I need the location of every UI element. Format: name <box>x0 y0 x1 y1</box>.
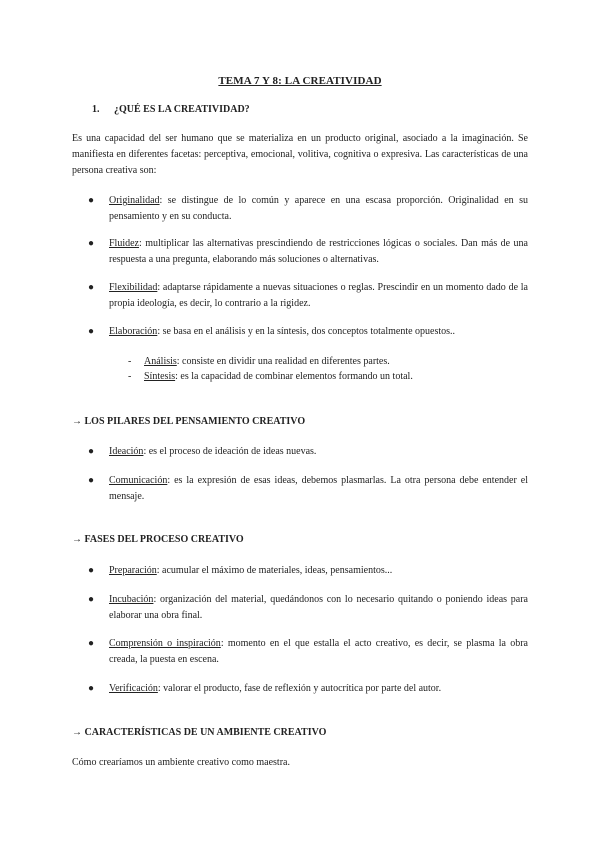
definition-text: : organización del material, quedándonos con lo necesario quitando o poniendo ideas para elaborar una obra final. <box>109 594 528 621</box>
bullet-icon: ● <box>88 475 95 486</box>
bullet-icon: ● <box>88 446 95 457</box>
definition-text: adaptarse rápidamente a nuevas situaciones o reglas. Prescindir en un momento dado de la propia ideología, es decir, lo contrario a la rigidez. <box>109 282 528 309</box>
list-item <box>88 473 528 505</box>
section-heading-pilares: → LOS PILARES DEL PENSAMIENTO CREATIVO <box>72 416 306 427</box>
term-analisis: Análisis <box>144 356 177 367</box>
list-item <box>88 592 528 624</box>
bullet-icon: ● <box>88 195 95 206</box>
bullet-icon: ● <box>88 282 95 293</box>
term-ideacion: Ideación <box>109 446 144 457</box>
ambiente-paragraph: Cómo crearíamos un ambiente creativo como maestra. <box>72 757 290 768</box>
dash-icon: - <box>128 371 132 382</box>
term-verificacion: Verificación <box>109 683 158 694</box>
list-item <box>88 236 528 268</box>
definition-text: multiplicar las alternativas prescindiendo de restricciones lógicas o sociales. Dan más de una respuesta a una pregunta, elaborando más soluciones o alternativas. <box>109 238 528 265</box>
term-comprension: Comprensión o inspiración <box>109 638 221 649</box>
bullet-icon: ● <box>88 683 95 694</box>
list-item <box>88 324 528 340</box>
definition-text: : es la capacidad de combinar elementos formando un total. <box>175 371 413 382</box>
list-item <box>88 280 528 312</box>
definition-text: : consiste en dividir una realidad en diferentes partes. <box>176 356 390 367</box>
section-heading-text: ¿QUÉ ES LA CREATIVIDAD? <box>114 104 250 115</box>
bullet-icon: ● <box>88 565 95 576</box>
term-preparacion: Preparación <box>109 565 157 576</box>
list-item <box>88 444 528 460</box>
definition-text: se distingue de lo común y aparece en una escasa proporción. Originalidad en su pensamiento y en su conducta. <box>109 195 528 222</box>
list-item <box>88 563 528 579</box>
term-separator: : <box>157 282 161 293</box>
list-item <box>88 636 528 668</box>
page-title: TEMA 7 Y 8: LA CREATIVIDAD <box>218 75 382 87</box>
bullet-icon: ● <box>88 594 95 605</box>
term-comunicacion: Comunicación <box>109 475 168 486</box>
section-heading-creatividad <box>92 104 250 115</box>
section-number: 1. <box>92 104 100 115</box>
bullet-icon: ● <box>88 638 95 649</box>
bullet-icon: ● <box>88 326 95 337</box>
list-item <box>88 193 528 225</box>
definition-text: se basa en el análisis y en la síntesis, dos conceptos totalmente opuestos.. <box>160 326 456 337</box>
definition-text: : acumular el máximo de materiales, ideas, pensamientos... <box>156 565 393 576</box>
sub-list-item <box>128 354 528 370</box>
term-incubacion: Incubación <box>109 594 154 605</box>
term-flexibilidad: Flexibilidad <box>109 282 158 293</box>
sub-list-item <box>128 369 528 385</box>
term-separator: : <box>139 238 142 249</box>
definition-text: : valorar el producto, fase de reflexión y autocrítica por parte del autor. <box>157 683 442 694</box>
section-heading-fases: → FASES DEL PROCESO CREATIVO <box>72 534 244 545</box>
term-sintesis: Síntesis <box>144 371 176 382</box>
intro-paragraph: Es una capacidad del ser humano que se materializa en un producto original, asociado a la imaginación. Se manifiesta en diferentes facetas: perceptiva, emocional, volitiva, cognitiva o expresiva. Las características de una persona creativa son: <box>72 133 528 176</box>
bullet-icon: ● <box>88 238 95 249</box>
section-heading-ambiente: → CARACTERÍSTICAS DE UN AMBIENTE CREATIVO <box>72 727 327 738</box>
list-item <box>88 681 528 697</box>
term-separator: : <box>157 326 161 337</box>
term-elaboracion: Elaboración <box>109 326 158 337</box>
term-separator: : <box>159 195 163 206</box>
definition-text: : es la expresión de esas ideas, debemos plasmarlas. La otra persona debe entender el mensaje. <box>109 475 528 502</box>
definition-text: : momento en el que estalla el acto creativo, es decir, se plasma la obra creada, la puesta en escena. <box>109 638 528 665</box>
definition-text: : es el proceso de ideación de ideas nuevas. <box>143 446 317 457</box>
term-fluidez: Fluidez <box>109 238 139 249</box>
term-originalidad: Originalidad <box>109 195 160 206</box>
dash-icon: - <box>128 356 132 367</box>
